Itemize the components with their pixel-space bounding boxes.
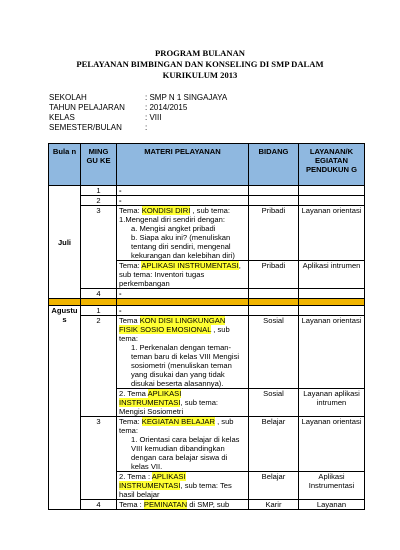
field-cell xyxy=(249,289,299,299)
field-cell: Karir xyxy=(249,500,299,510)
meta-semester: SEMESTER/BULAN : xyxy=(49,123,148,132)
topic-highlight: KONDISI DIRI xyxy=(141,206,191,215)
field-cell xyxy=(249,196,299,206)
meta-year: TAHUN PELAJARAN : 2014/2015 xyxy=(49,103,188,112)
week-cell: 2 xyxy=(81,316,117,417)
week-cell: 3 xyxy=(81,206,117,289)
table-row xyxy=(49,306,365,316)
service-cell: Layanan xyxy=(299,500,365,510)
week-cell: 4 xyxy=(81,289,117,299)
month-cell-juli: Juli xyxy=(49,186,81,299)
material-cell: Tema KON DISI LINGKUNGAN FISIK SOSIO EMOSIONAL , sub tema: 1. Perkenalan dengan teman-teman baru di kelas VIII Mengisi sosiometri (menuliskan teman yang disukai dan yang tidak disukai beserta alasannya). xyxy=(117,316,249,389)
topic-highlight: APLIKASI INSTRUMENTASI xyxy=(119,472,186,490)
service-cell xyxy=(299,289,365,299)
field-cell: Sosial xyxy=(249,316,299,389)
table-row xyxy=(49,196,365,206)
week-cell: 1 xyxy=(81,186,117,196)
table-row xyxy=(49,186,365,196)
service-cell: Layanan orientasi xyxy=(299,316,365,389)
header-month: Bula n xyxy=(49,144,81,186)
material-cell: - xyxy=(117,306,249,316)
material-cell: Tema: APLIKASI INSTRUMENTASI, sub tema: Inventori tugas perkembangan xyxy=(117,261,249,289)
document-title-line-2: PELAYANAN BIMBINGAN DAN KONSELING DI SMP DALAM xyxy=(76,59,324,69)
header-service: LAYANAN/K EGIATAN PENDUKUN G xyxy=(299,144,365,186)
table-row xyxy=(49,289,365,299)
week-cell: 3 xyxy=(81,417,117,500)
field-cell: Belajar xyxy=(249,472,299,500)
topic-highlight: KEGIATAN BELAJAR xyxy=(141,417,215,426)
header-week: MING GU KE xyxy=(81,144,117,186)
service-cell: Layanan orientasi xyxy=(299,417,365,472)
meta-school: SEKOLAH : SMP N 1 SINGAJAYA xyxy=(49,93,228,102)
program-table xyxy=(48,143,365,510)
material-cell: - xyxy=(117,186,249,196)
field-cell: Sosial xyxy=(249,389,299,417)
week-cell: 1 xyxy=(81,306,117,316)
material-cell: - xyxy=(117,289,249,299)
service-cell xyxy=(299,186,365,196)
material-cell: 2. Tema APLIKASI INSTRUMENTASI, sub tema: Mengisi Sosiometri xyxy=(117,389,249,417)
topic-highlight: APLIKASI INSTRUMENTASI xyxy=(119,389,182,407)
service-cell xyxy=(299,306,365,316)
meta-class: KELAS : VIII xyxy=(49,113,162,122)
topic-highlight: PEMINATAN xyxy=(143,500,188,509)
service-cell xyxy=(299,196,365,206)
service-cell: Layanan orientasi xyxy=(299,206,365,261)
table-header-row xyxy=(49,144,365,186)
table-row xyxy=(49,500,365,510)
topic-highlight: KON DISI LINGKUNGAN FISIK SOSIO EMOSIONAL xyxy=(119,316,226,334)
month-cell-agustus: Agustus xyxy=(49,306,81,510)
material-cell: Tema : PEMINATAN di SMP, sub xyxy=(117,500,249,510)
week-cell: 4 xyxy=(81,500,117,510)
month-separator-row xyxy=(49,299,365,306)
service-cell: Aplikasi intrumen xyxy=(299,261,365,289)
topic-highlight: APLIKASI INSTRUMENTASI xyxy=(141,261,239,270)
material-cell: Tema: KEGIATAN BELAJAR , sub tema: 1. Orientasi cara belajar di kelas VIII kemudian dibandingkan dengan cara belajar siswa di kelas VII. xyxy=(117,417,249,472)
field-cell xyxy=(249,186,299,196)
material-cell: 2. Tema : APLIKASI INSTRUMENTASI, sub tema: Tes hasil belajar xyxy=(117,472,249,500)
header-material: MATERI PELAYANAN xyxy=(117,144,249,186)
field-cell: Pribadi xyxy=(249,206,299,261)
field-cell: Pribadi xyxy=(249,261,299,289)
document-title-line-1: PROGRAM BULANAN xyxy=(155,48,245,58)
header-field: BIDANG xyxy=(249,144,299,186)
service-cell: Layanan aplikasi intrumen xyxy=(299,389,365,417)
material-cell: - xyxy=(117,196,249,206)
table-row xyxy=(49,417,365,472)
field-cell xyxy=(249,306,299,316)
document-title-line-3: KURIKULUM 2013 xyxy=(162,70,238,80)
table-row xyxy=(49,316,365,389)
service-cell: Aplikasi Instrumentasi xyxy=(299,472,365,500)
week-cell: 2 xyxy=(81,196,117,206)
field-cell: Belajar xyxy=(249,417,299,472)
material-cell: Tema: KONDISI DIRI , sub tema: 1.Mengenal diri sendiri dengan: a. Mengisi angket pribadi b. Siapa aku ini? (menuliskan tentang diri sendiri, mengenal kekurangan dan kelebihan diri) xyxy=(117,206,249,261)
table-row xyxy=(49,206,365,261)
